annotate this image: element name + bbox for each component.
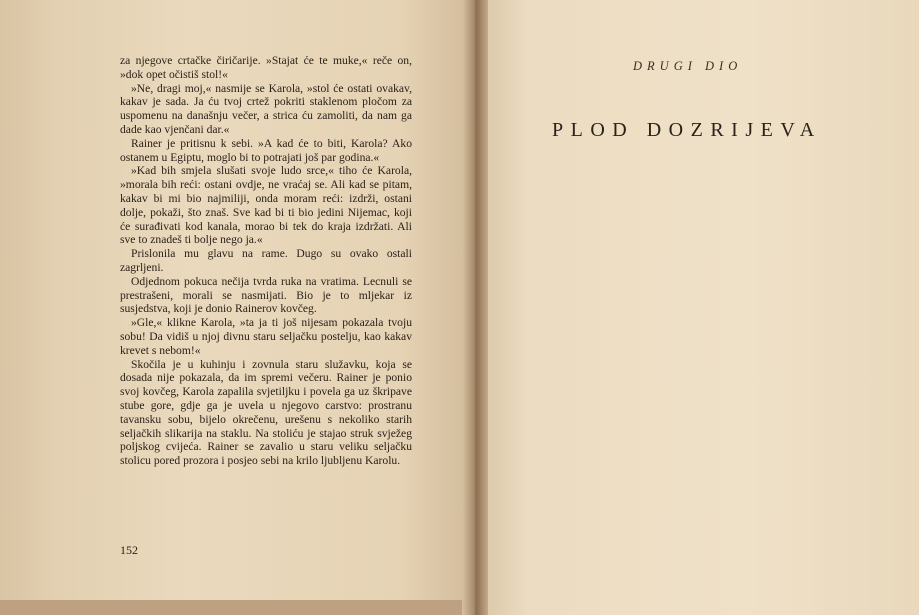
paragraph: »Ne, dragi moj,« nasmije se Karola, »stol će ostati ovakav, kakav je sada. Ja ću tvoj crtež pokriti staklenom pločom za uspomenu na današnju večer, a strica ću zamoliti, da nam ga dade kao vjenčani dar.«: [120, 81, 412, 136]
chapter-title: PLOD DOZRIJEVA: [552, 119, 822, 141]
paragraph: za njegove crtačke čiričarije. »Stajat će te muke,« reče on, »dok opet očistiš stol!«: [120, 54, 412, 81]
page-number: 152: [120, 543, 138, 557]
paragraph: Rainer je pritisnu k sebi. »A kad će to biti, Karola? Ako ostanem u Egiptu, moglo bi to potrajati još par godina.«: [120, 136, 412, 164]
paragraph: Prislonila mu glavu na rame. Dugo su ovako ostali zagrljeni.: [120, 247, 412, 274]
paragraph: Skočila je u kuhinju i zovnula staru služavku, koja se dosada nije pokazala, da im spremi večeru. Rainer je ponio svoj kovčeg, Karola zapalila svjetiljku i povela ga uz škripave stube gore, gdje ga je uvela u njegovo carstvo: prostranu tavansku sobu, bijelo okrečenu, urešenu s nekoliko starih seljačkih slikarija na staklu. Na stoliću je stajao struk svježeg poljskog cvijeća. Rainer se zavalio u staru veliku seljačku stolicu pored prozora i posjeo sebi na krilo ljubljenu Karolu.: [120, 357, 412, 468]
paragraph: »Kad bih smjela slušati svoje ludo srce,« tiho će Karola, »morala bih reći: ostani ovdje, ne vraćaj se. Ali kad se pitam, kakav bi mi bio najmiliji, onda moram reći: izdrži, ostani dolje, pokaži, što znaš. Sve kad bi ti bio jedini Nijemac, koji će surađivati kod kanala, morao bi tek do kraja izdržati. Ali sve to znadeš ti bolje nego ja.«: [120, 164, 412, 247]
paragraph: »Gle,« klikne Karola, »ta ja ti još nijesam pokazala tvoju sobu! Da vidiš u njoj divnu staru seljačku postelju, kao kakav krevet s nebom!«: [120, 316, 412, 357]
paragraph: Odjednom pokuca nečija tvrda ruka na vratima. Lecnuli se prestrašeni, morali se nasmijati. Bio je to mljekar iz susjedstva, koji je donio Rainerov kovčeg.: [120, 274, 412, 316]
part-label: DRUGI DIO: [633, 59, 743, 73]
body-text: [120, 54, 412, 468]
book-gutter: [462, 0, 488, 615]
page-bottom-edge: [0, 600, 470, 615]
right-page: [485, 0, 919, 615]
